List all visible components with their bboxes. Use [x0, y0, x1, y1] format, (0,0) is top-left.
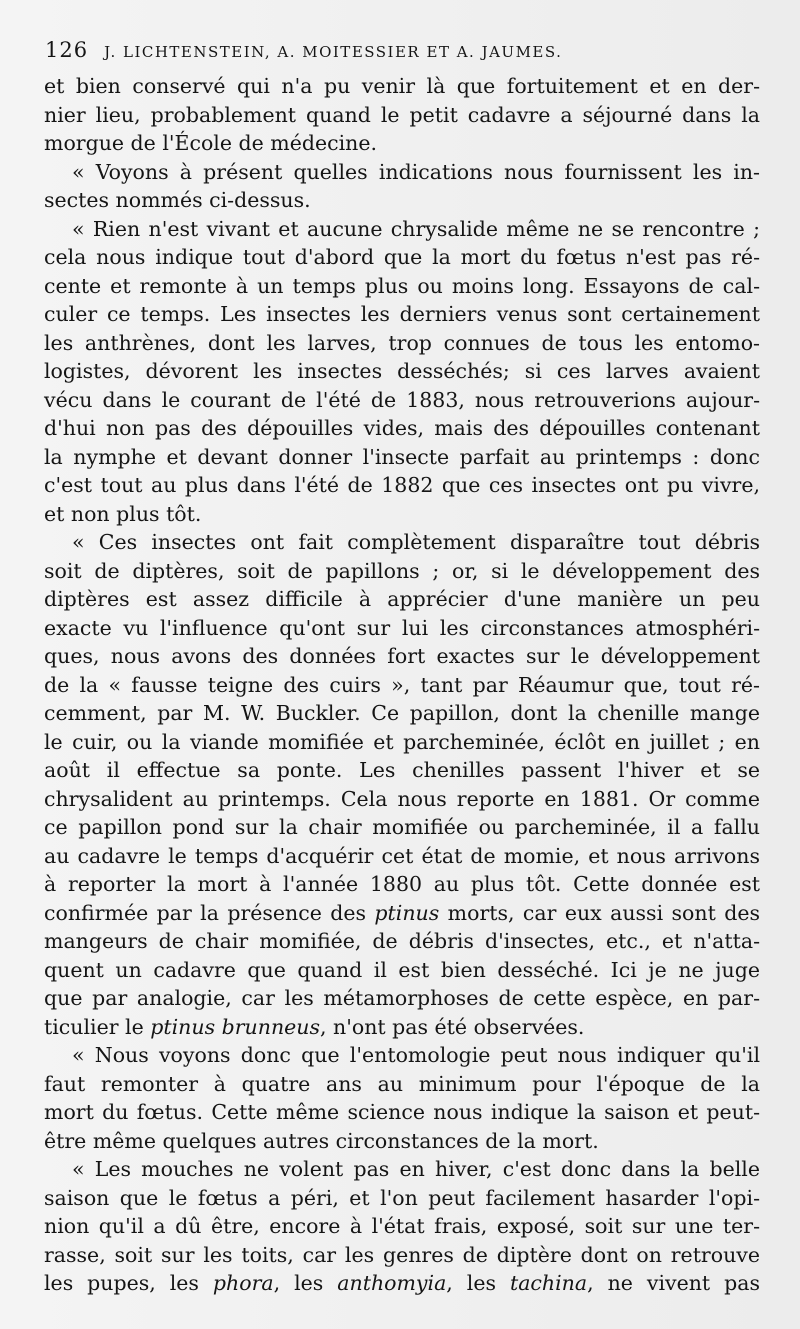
page-number: 126 [45, 38, 89, 62]
paragraph [44, 215, 760, 529]
page-header [45, 38, 760, 62]
text-line: diptères est assez difficile à apprécier d'une manière un peu [44, 587, 760, 611]
paragraph [44, 1155, 760, 1298]
text-line: vécu dans le courant de l'été de 1883, nous retrouverions aujour- [44, 387, 760, 412]
text-line: « Les mouches ne volent pas en hiver, c'est donc dans la belle [72, 1157, 760, 1181]
text-line: « Ces insectes ont fait complètement disparaître tout débris [72, 530, 760, 554]
text-line: confirmée par la présence des ptinus morts, car eux aussi sont des [44, 900, 761, 925]
text-line: août il effectue sa ponte. Les chenilles passent l'hiver et se [44, 758, 760, 782]
text-line: saison que le fœtus a péri, et l'on peut facilement hasarder l'opi- [44, 1185, 760, 1210]
text-line: et bien conservé qui n'a pu venir là que fortuitement et en der- [44, 74, 760, 98]
text-line: culer ce temps. Les insectes les derniers venus sont certainement [44, 302, 760, 326]
text-line: exacte vu l'influence qu'ont sur lui les circonstances atmosphéri- [44, 615, 760, 640]
text-line: logistes, dévorent les insectes desséchés; si ces larves avaient [44, 359, 760, 383]
text-line: mangeurs de chair momifiée, de débris d'insectes, etc., et n'atta- [44, 929, 760, 953]
text-line: mort du fœtus. Cette même science nous indique la saison et peut- [44, 1100, 760, 1124]
text-line: cente et remonte à un temps plus ou moins long. Essayons de cal- [44, 273, 760, 298]
text-line: la nymphe et devant donner l'insecte parfait au printemps : donc [44, 444, 760, 469]
text-line: être même quelques autres circonstances de la mort. [44, 1128, 599, 1153]
text-line: à reporter la mort à l'année 1880 au plus tôt. Cette donnée est [44, 872, 760, 896]
text-line: les pupes, les phora, les anthomyia, les tachina, ne vivent pas [44, 1271, 760, 1295]
text-line: quent un cadavre que quand il est bien desséché. Ici je ne juge [44, 957, 760, 982]
text-line: sectes nommés ci-dessus. [44, 188, 311, 212]
text-line: cela nous indique tout d'abord que la mort du fœtus n'est pas ré- [44, 245, 760, 269]
text-line: ticulier le ptinus brunneus, n'ont pas été observées. [44, 1014, 585, 1039]
text-line: les anthrènes, dont les larves, trop connues de tous les entomo- [44, 330, 760, 355]
text-line: ques, nous avons des données fort exactes sur le développement [44, 644, 760, 668]
text-line: chrysalident au printemps. Cela nous reporte en 1881. Or comme [44, 786, 760, 811]
running-head: J. LICHTENSTEIN, A. MOITESSIER ET A. JAUMES. [104, 43, 563, 61]
text-line: ce papillon pond sur la chair momifiée ou parcheminée, il a fallu [44, 815, 760, 839]
paragraph [44, 1041, 760, 1155]
text-line: au cadavre le temps d'acquérir cet état de momie, et nous arrivons [44, 843, 760, 868]
paragraph [44, 72, 760, 158]
paragraph [44, 158, 760, 215]
text-line: morgue de l'École de médecine. [44, 131, 377, 155]
text-line: nion qu'il a dû être, encore à l'état frais, exposé, soit sur une ter- [44, 1214, 760, 1238]
text-line: « Nous voyons donc que l'entomologie peut nous indiquer qu'il [72, 1043, 760, 1067]
text-line: d'hui non pas des dépouilles vides, mais des dépouilles contenant [44, 416, 760, 440]
text-line: « Voyons à présent quelles indications nous fournissent les in- [72, 159, 760, 184]
text-line: cemment, par M. W. Buckler. Ce papillon, dont la chenille mange [44, 701, 760, 725]
text-line: de la « fausse teigne des cuirs », tant par Réaumur que, tout ré- [44, 672, 760, 697]
text-line: « Rien n'est vivant et aucune chrysalide même ne se rencontre ; [72, 216, 760, 241]
text-line: nier lieu, probablement quand le petit cadavre a séjourné dans la [44, 102, 760, 127]
text-line: soit de diptères, soit de papillons ; or, si le développement des [44, 558, 760, 583]
text-line: faut remonter à quatre ans au minimum pour l'époque de la [44, 1071, 760, 1096]
text-line: c'est tout au plus dans l'été de 1882 que ces insectes ont pu vivre, [44, 473, 760, 497]
text-line: le cuir, ou la viande momifiée et parcheminée, éclôt en juillet ; en [44, 729, 760, 754]
paragraph [44, 528, 760, 1041]
body-text [44, 72, 760, 1298]
text-line: que par analogie, car les métamorphoses de cette espèce, en par- [44, 986, 760, 1010]
text-line: rasse, soit sur les toits, car les genres de diptère dont on retrouve [44, 1242, 760, 1267]
text-line: et non plus tôt. [44, 501, 202, 526]
